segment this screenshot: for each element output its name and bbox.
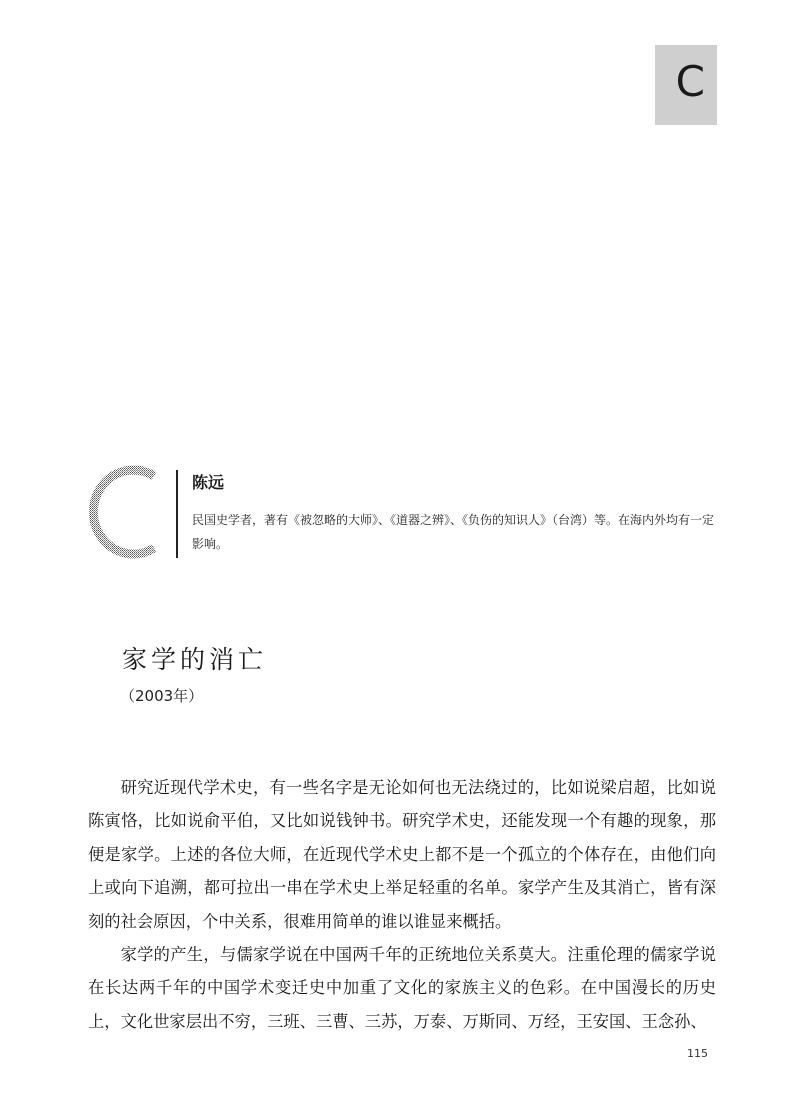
paragraph: 研究近现代学术史，有一些名字是无论如何也无法绕过的，比如说梁启超，比如说陈寅恪，比如说俞平伯，又比如说钱钟书。研究学术史，还能发现一个有趣的现象，那便是家学。上述的各位大师，在近现代学术史上都不是一个孤立的个体存在，由他们向上或向下追溯，都可拉出一串在学术史上举足轻重的名单。家学产生及其消亡，皆有深刻的社会原因，个中关系，很难用简单的谁以谁显来概括。 <box>88 778 716 931</box>
decorative-c-icon <box>88 462 168 562</box>
page-number: 115 <box>687 1047 708 1060</box>
article-body <box>88 771 716 1038</box>
paragraph: 家学的产生，与儒家学说在中国两千年的正统地位关系莫大。注重伦理的儒家学说在长达两千年的中国学术变迁史中加重了文化的家族主义的色彩。在中国漫长的历史上，文化世家层出不穷，三班、三曹、三苏，万泰、万斯同、万经，王安国、王念孙、 <box>88 945 716 1031</box>
author-divider <box>176 470 178 558</box>
article-title: 家学的消亡 <box>122 645 268 674</box>
author-name: 陈远 <box>192 473 225 492</box>
section-tab <box>655 45 717 125</box>
article-year: （2003年） <box>120 687 204 705</box>
author-bio: 民国史学者，著有《被忽略的大师》、《道器之辨》、《负伤的知识人》（台湾）等。在海内外均有一定影响。 <box>192 513 715 551</box>
section-tab-letter: C <box>675 57 705 106</box>
